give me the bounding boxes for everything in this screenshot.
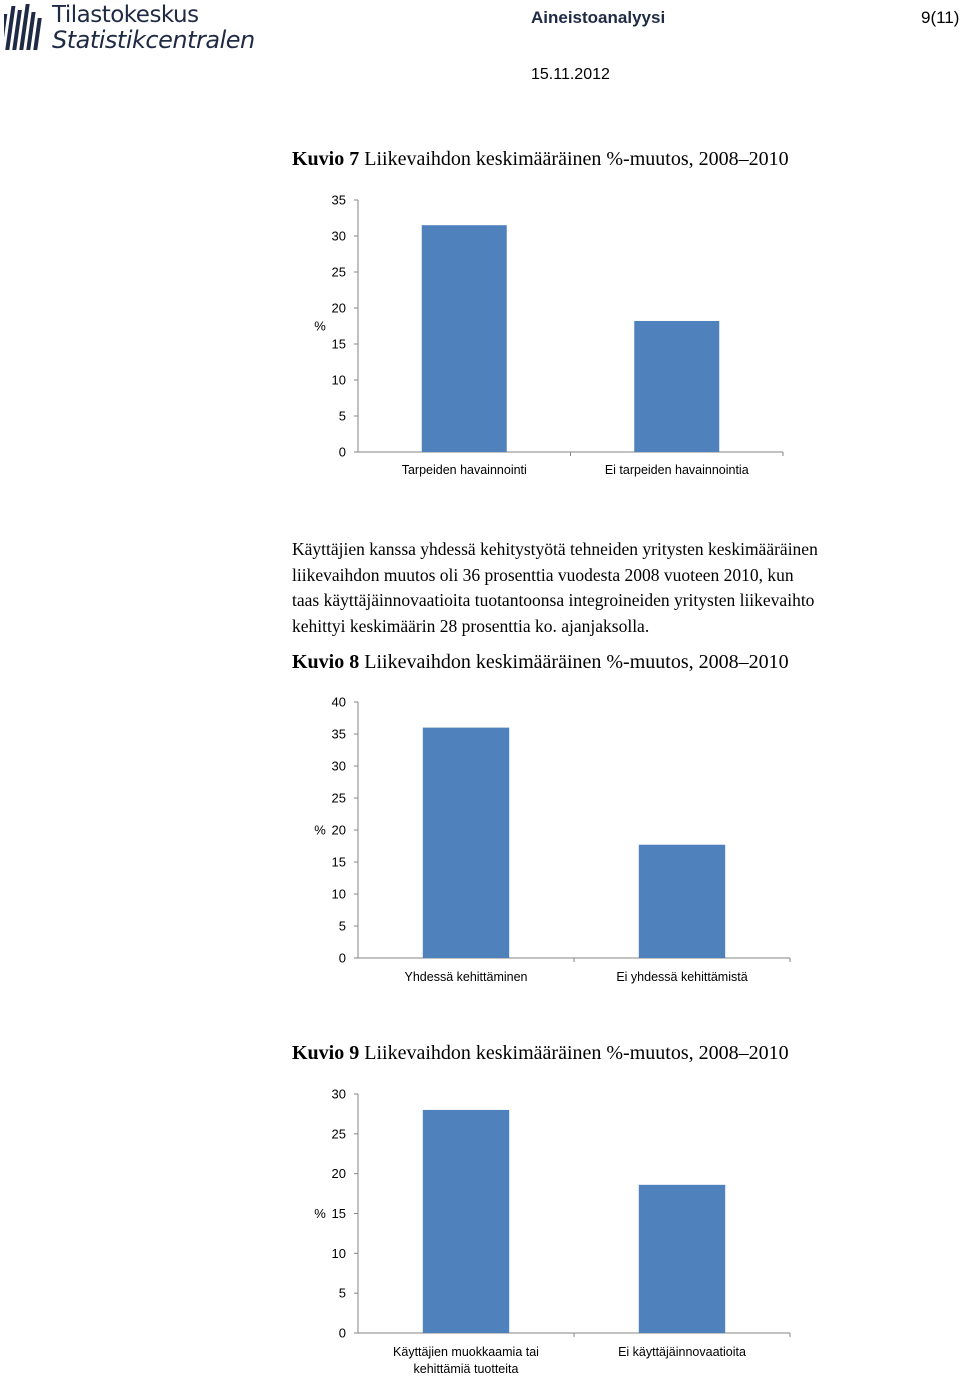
y-tick-label: 0: [338, 1325, 346, 1341]
y-tick-label: 30: [331, 1086, 346, 1102]
document-date: 15.11.2012: [531, 66, 610, 83]
bar: [423, 728, 509, 958]
y-tick-label: 25: [331, 1126, 346, 1142]
y-tick-label: 5: [338, 918, 346, 934]
body-paragraph: [292, 537, 952, 639]
paragraph-line: liikevaihdon muutos oli 36 prosenttia vuodesta 2008 vuoteen 2010, kun: [292, 564, 794, 585]
y-tick-label: 10: [331, 1245, 346, 1261]
document-title: Aineistoanalyysi: [531, 8, 666, 27]
y-tick-label: 5: [338, 1285, 346, 1301]
x-category-label: Käyttäjien muokkaamia tai kehittämiä tuotteita: [393, 1345, 539, 1375]
y-tick-label: 30: [331, 758, 346, 774]
page-number: 9(11): [921, 8, 960, 27]
y-axis-title: %: [314, 1206, 326, 1221]
logo-text-line1: Tilastokeskus: [52, 2, 199, 28]
y-axis-title: %: [314, 822, 326, 838]
figure-7-title: Liikevaihdon keskimääräinen %-muutos, 2008–2010: [364, 148, 789, 170]
logo-mark-icon: [4, 2, 48, 56]
y-tick-label: 25: [331, 790, 346, 806]
y-tick-label: 5: [338, 408, 346, 424]
y-tick-label: 35: [331, 192, 346, 208]
bar: [422, 225, 507, 452]
y-tick-label: 20: [331, 300, 346, 316]
figure-9-chart: [0, 1082, 960, 1379]
y-tick-label: 25: [331, 264, 346, 280]
y-tick-label: 0: [338, 444, 346, 460]
bar: [634, 321, 719, 452]
figure-7-label: Kuvio 7: [292, 148, 360, 170]
figure-7-chart: [0, 190, 960, 494]
paragraph-line: taas käyttäjäinnovaatioita tuotantoonsa integroineiden yritysten liikevaihto: [292, 590, 815, 610]
bar: [639, 1185, 725, 1333]
figure-7-caption: [292, 148, 789, 171]
figure-9-title: Liikevaihdon keskimääräinen %-muutos, 2008–2010: [364, 1042, 789, 1064]
paragraph-line: kehittyi keskimäärin 28 prosenttia ko. ajanjaksolla.: [292, 615, 650, 636]
bar: [639, 845, 725, 958]
bar: [423, 1110, 509, 1333]
y-tick-label: 30: [331, 228, 346, 244]
figure-9-caption: [292, 1042, 789, 1065]
y-tick-label: 35: [331, 726, 346, 742]
y-tick-label: 40: [331, 694, 346, 710]
x-category-label: Ei tarpeiden havainnointia: [604, 463, 749, 477]
figure-8-title: Liikevaihdon keskimääräinen %-muutos, 2008–2010: [364, 651, 789, 673]
y-tick-label: 10: [331, 886, 346, 902]
x-category-label: Yhdessä kehittäminen: [404, 970, 528, 984]
paragraph-line: Käyttäjien kanssa yhdessä kehitystyötä tehneiden yritysten keskimääräinen: [292, 539, 818, 559]
logo-text-line2: Statistikcentralen: [52, 26, 255, 54]
x-category-label: Ei käyttäjäinnovaatioita: [618, 1345, 746, 1359]
x-category-label: Tarpeiden havainnointi: [401, 463, 527, 477]
figure-8-caption: [292, 651, 789, 674]
y-tick-label: 10: [331, 372, 346, 388]
y-tick-label: 20: [331, 1166, 346, 1182]
y-tick-label: 0: [338, 950, 346, 966]
statistics-finland-logo: [4, 2, 254, 58]
y-axis-title: %: [314, 318, 326, 334]
figure-9-label: Kuvio 9: [292, 1042, 360, 1064]
y-tick-label: 15: [331, 1206, 346, 1221]
figure-8-chart: [0, 690, 960, 1004]
x-category-label: Ei yhdessä kehittämistä: [616, 970, 748, 984]
figure-8-label: Kuvio 8: [292, 651, 360, 673]
y-tick-label: 15: [331, 854, 346, 870]
y-tick-label: 15: [331, 336, 346, 352]
y-tick-label: 20: [331, 822, 346, 838]
